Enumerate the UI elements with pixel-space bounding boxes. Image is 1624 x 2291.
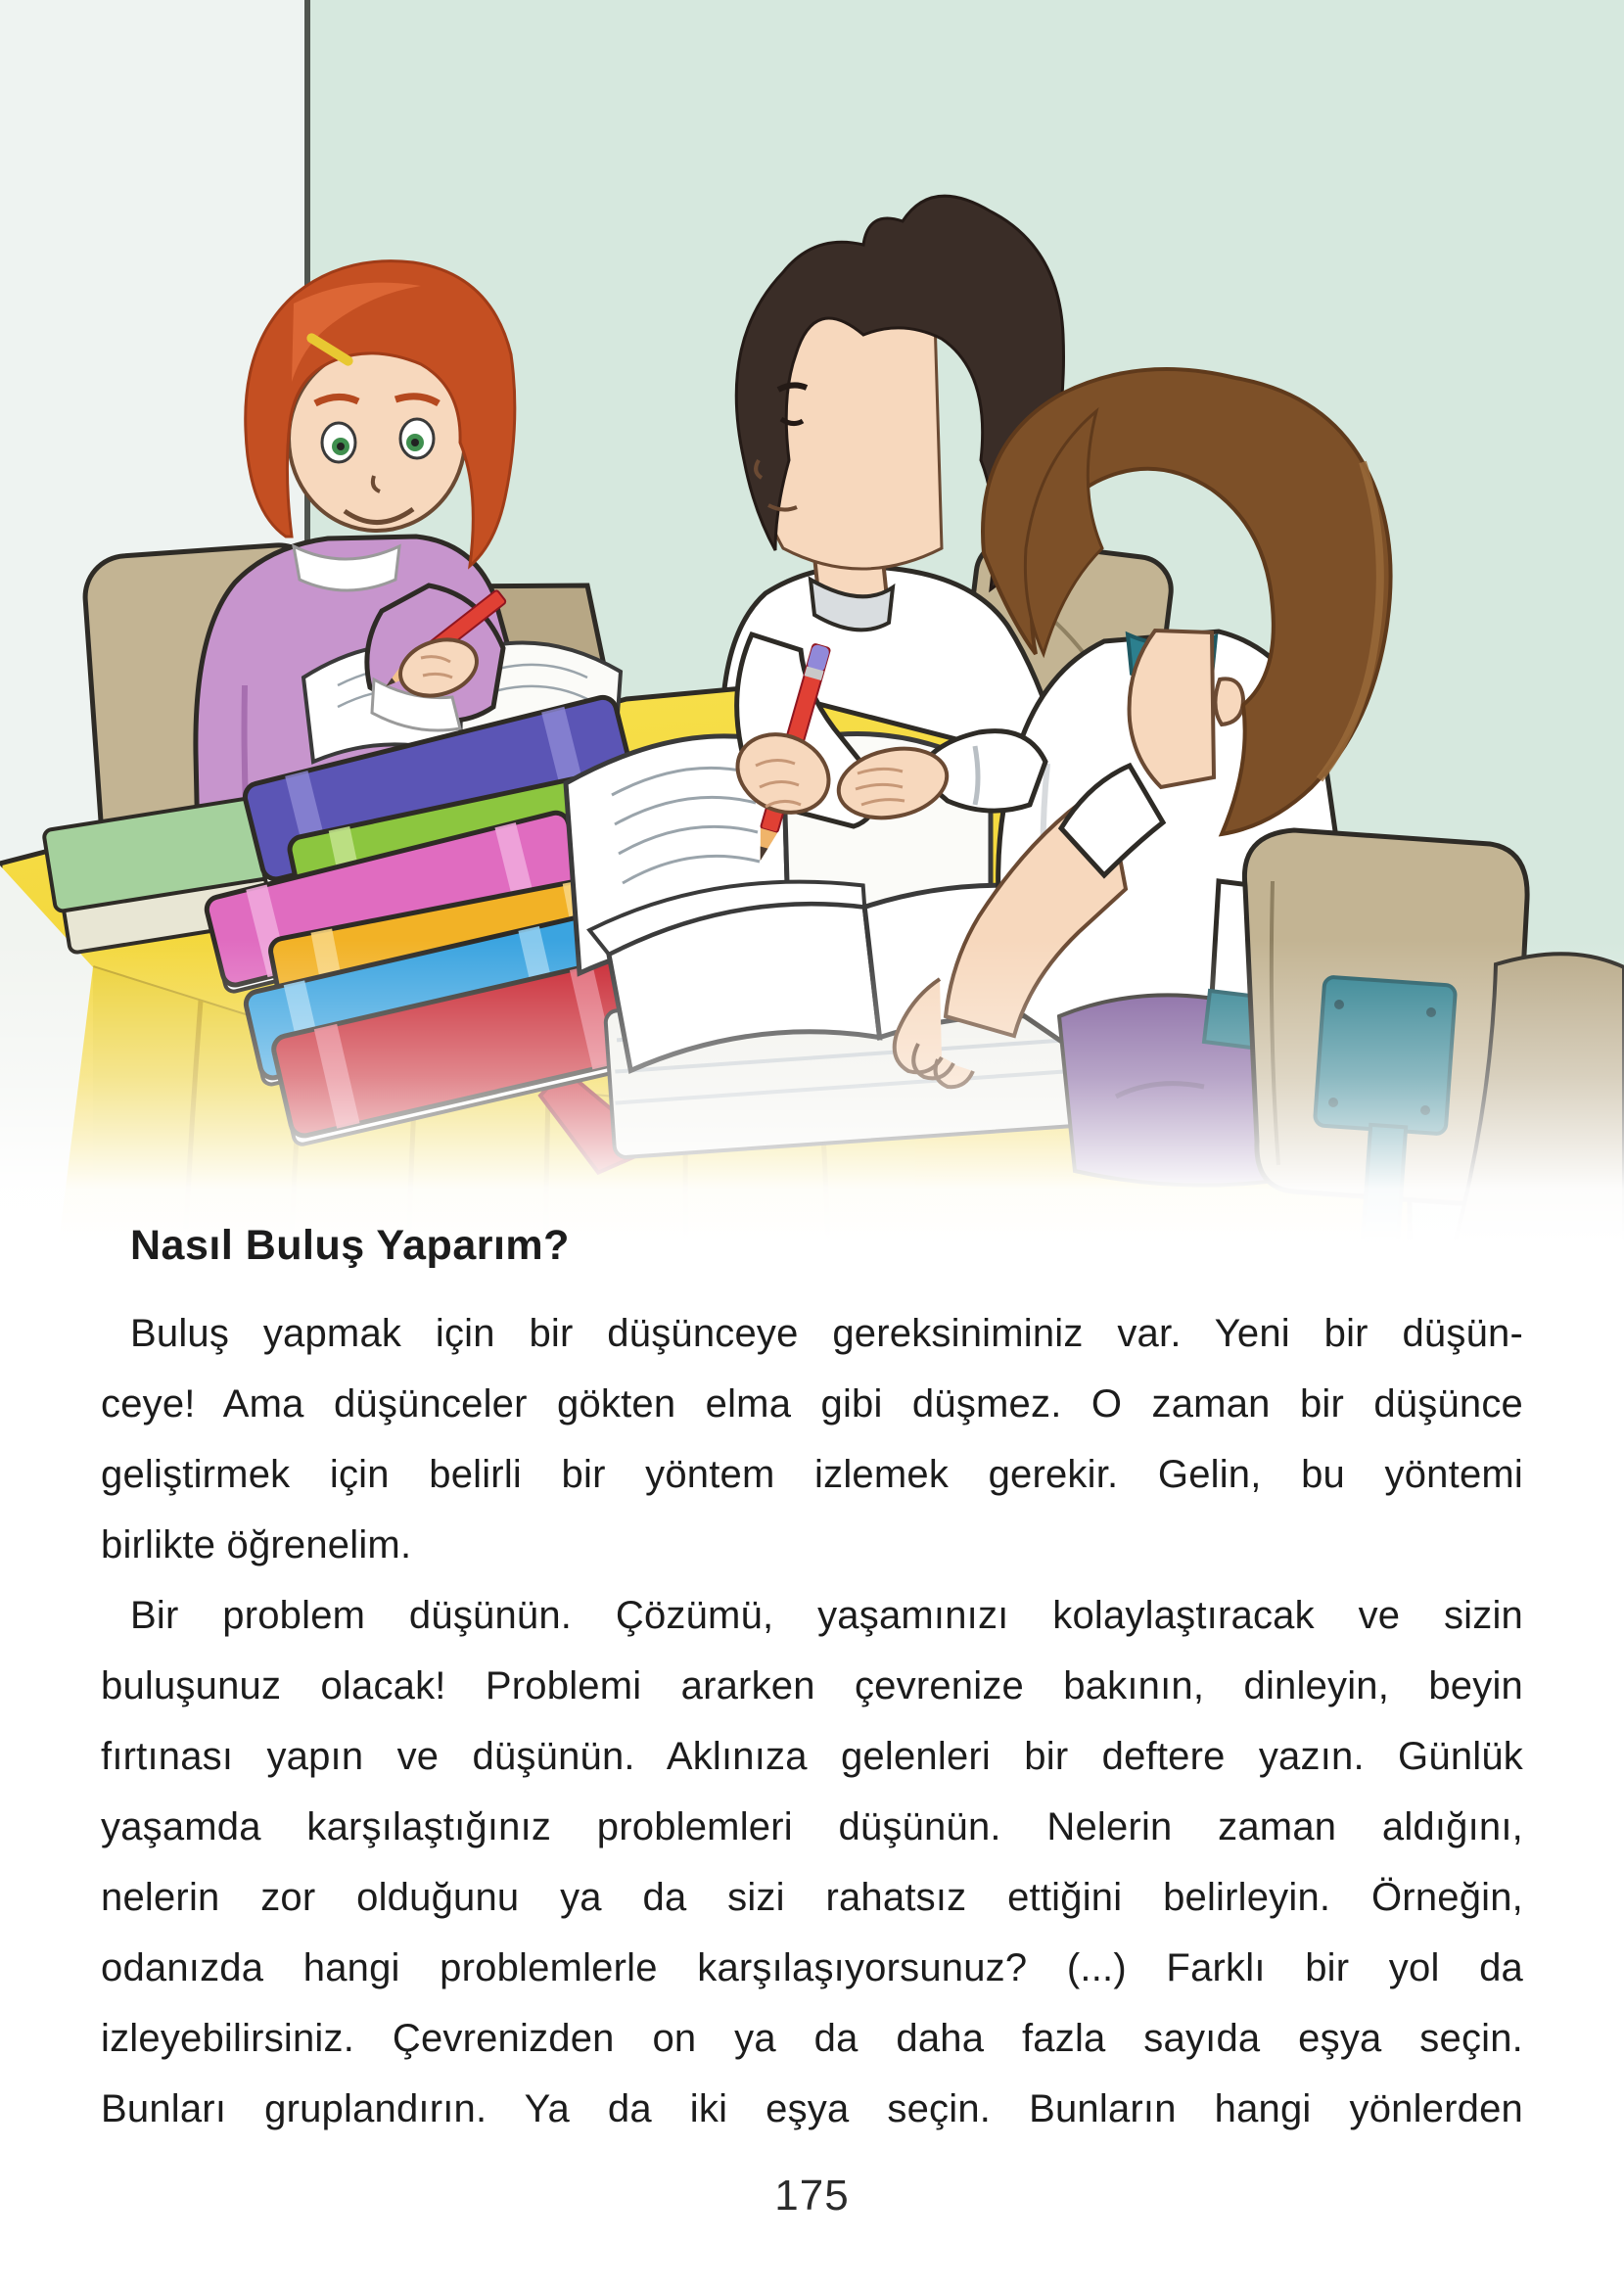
text-block: [101, 1220, 1523, 2144]
girl-right-face: [1130, 631, 1214, 787]
text-line: buluşunuz olacak! Problemi ararken çevrenize bakının, dinleyin, beyin: [101, 1664, 1523, 1707]
text-line: Bunları gruplandırın. Ya da iki eşya seçin. Bunların hangi yönlerden: [101, 2087, 1523, 2130]
text-line: Buluş yapmak için bir düşünceye gereksiniminiz var. Yeni bir düşün-: [130, 1312, 1523, 1355]
text-line: birlikte öğrenelim.: [101, 1523, 412, 1566]
girl-right-ear: [1215, 678, 1243, 725]
page-title: Nasıl Buluş Yaparım?: [130, 1222, 570, 1269]
paragraph-1: [101, 1298, 1523, 1580]
text-line: geliştirmek için belirli bir yöntem izlemek gerekir. Gelin, bu yöntemi: [101, 1453, 1523, 1496]
white-fade: [0, 940, 1624, 1243]
text-line: odanızda hangi problemlerle karşılaşıyorsunuz? (...) Farklı bir yol da: [101, 1946, 1523, 1989]
text-line: yaşamda karşılaştığınız problemleri düşünün. Nelerin zaman aldığını,: [101, 1805, 1523, 1848]
text-line: izleyebilirsiniz. Çevrenizden on ya da daha fazla sayıda eşya seçin.: [101, 2017, 1523, 2060]
page-number: 175: [774, 2172, 850, 2220]
text-line: ceye! Ama düşünceler gökten elma gibi düşmez. O zaman bir düşünce: [101, 1382, 1523, 1426]
text-line: nelerin zor olduğunu ya da sizi rahatsız ettiğini belirleyin. Örneğin,: [101, 1876, 1523, 1919]
text-line: Bir problem düşünün. Çözümü, yaşamınızı kolaylaştıracak ve sizin: [130, 1594, 1523, 1637]
paragraph-2: [101, 1580, 1523, 2144]
text-line: fırtınası yapın ve düşünün. Aklınıza gelenleri bir deftere yazın. Günlük: [101, 1735, 1523, 1778]
